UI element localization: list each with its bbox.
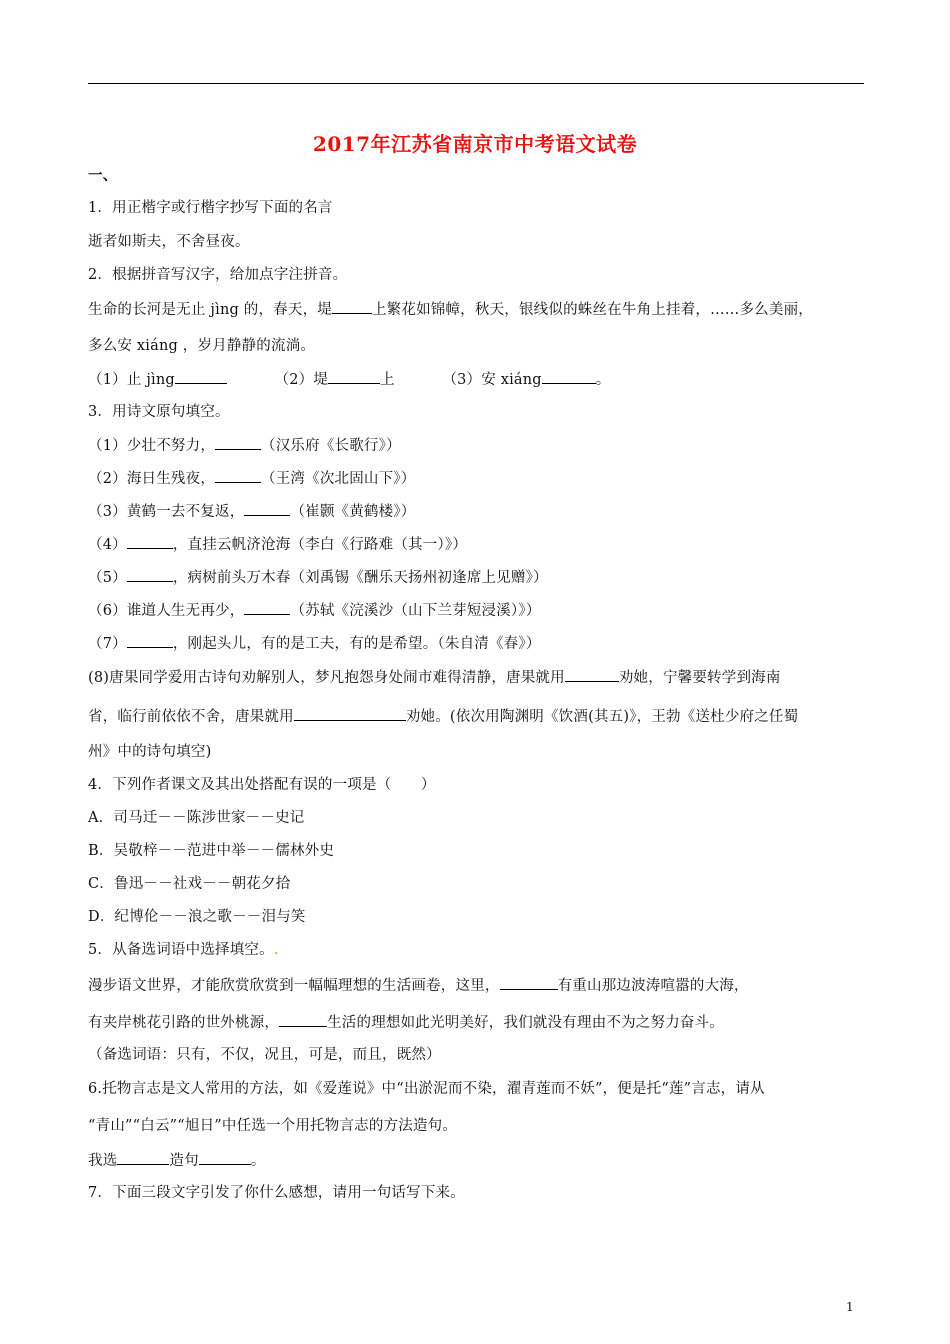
question-2-passage-1: 生命的长河是无止 jìng 的，春天，堤 上繁花如锦幛，秋天，银线似的蛛丝在牛角上挂着，……多么美丽， xyxy=(88,299,878,320)
question-5-passage-2: 有夹岸桃花引路的世外桃源， 生活的理想如此光明美好，我们就没有理由不为之努力奋斗。 xyxy=(88,1012,878,1033)
question-3-item-6: （6）谁道人生无再少， （苏轼《浣溪沙（山下兰芽短浸溪）》） xyxy=(88,600,878,621)
question-6-answer: 我选 造句 。 xyxy=(88,1150,878,1171)
question-1: 1．用正楷字或行楷字抄写下面的名言 xyxy=(88,200,333,216)
header-rule xyxy=(88,83,864,84)
option-d: D．纪博伦－－浪之歌－－泪与笑 xyxy=(88,909,306,925)
question-3-item-1: （1）少壮不努力， （汉乐府《长歌行》） xyxy=(88,435,878,456)
question-7: 7．下面三段文字引发了你什么感想，请用一句话写下来。 xyxy=(88,1185,465,1201)
question-2: 2．根据拼音写汉字，给加点字注拼音。 xyxy=(88,267,348,283)
page-number: 1 xyxy=(846,1300,854,1314)
question-5-options: （备选词语：只有，不仅，况且，可是，而且，既然） xyxy=(88,1047,441,1063)
question-4: 4．下列作者课文及其出处搭配有误的一项是（ ） xyxy=(88,777,436,793)
quote-text: 逝者如斯夫，不舍昼夜。 xyxy=(88,234,250,250)
option-c: C．鲁迅－－社戏－－朝花夕拾 xyxy=(88,876,291,892)
option-a: A．司马迁－－陈涉世家－－史记 xyxy=(88,810,305,826)
question-5-passage-1: 漫步语文世界，才能欣赏欣赏到一幅幅理想的生活画卷，这里， 有重山那边波涛喧嚣的大海， xyxy=(88,975,878,996)
question-3-item-8: (8)唐果同学爱用古诗句劝解别人，梦凡抱怨身处闹市难得清静，唐果就用 劝她，宁馨要转学到海南 xyxy=(88,667,878,688)
question-3: 3．用诗文原句填空。 xyxy=(88,404,230,420)
question-3-item-3: （3）黄鹤一去不复返， （崔颢《黄鹤楼》） xyxy=(88,501,878,522)
question-3-item-2: （2）海日生残夜， （王湾《次北固山下》） xyxy=(88,468,878,489)
question-6-cont: “青山”“白云”“旭日”中任选一个用托物言志的方法造句。 xyxy=(88,1118,458,1134)
question-5: 5．从备选词语中选择填空。. xyxy=(88,942,279,958)
option-b: B．吴敬梓－－范进中举－－儒林外史 xyxy=(88,843,335,859)
question-3-item-5: （5） ，病树前头万木春（刘禹锡《酬乐天扬州初逢席上见赠》） xyxy=(88,567,878,588)
question-3-item-8-cont: 省，临行前依依不舍，唐果就用 劝她。(依次用陶渊明《饮酒(其五)》，王勃《送杜少府之任蜀 xyxy=(88,706,878,727)
question-3-item-4: （4） ，直挂云帆济沧海（李白《行路难（其一）》） xyxy=(88,534,878,555)
exam-title: 2017年江苏省南京市中考语文试卷 xyxy=(312,132,638,156)
question-3-item-8-end: 州》中的诗句填空) xyxy=(88,744,212,760)
question-6: 6.托物言志是文人常用的方法，如《爱莲说》中“出淤泥而不染，濯青莲而不妖”，便是托“莲”言志，请从 xyxy=(88,1081,765,1097)
section-heading: 一、 xyxy=(88,167,118,184)
question-2-answers: （1）止 jìng （2）堤 上 （3）安 xiáng 。 xyxy=(88,369,878,390)
question-2-passage-2: 多么安 xiáng ，岁月静静的流淌。 xyxy=(88,338,316,354)
question-3-item-7: （7） ，刚起头儿，有的是工夫，有的是希望。（朱自清《春》） xyxy=(88,633,878,654)
